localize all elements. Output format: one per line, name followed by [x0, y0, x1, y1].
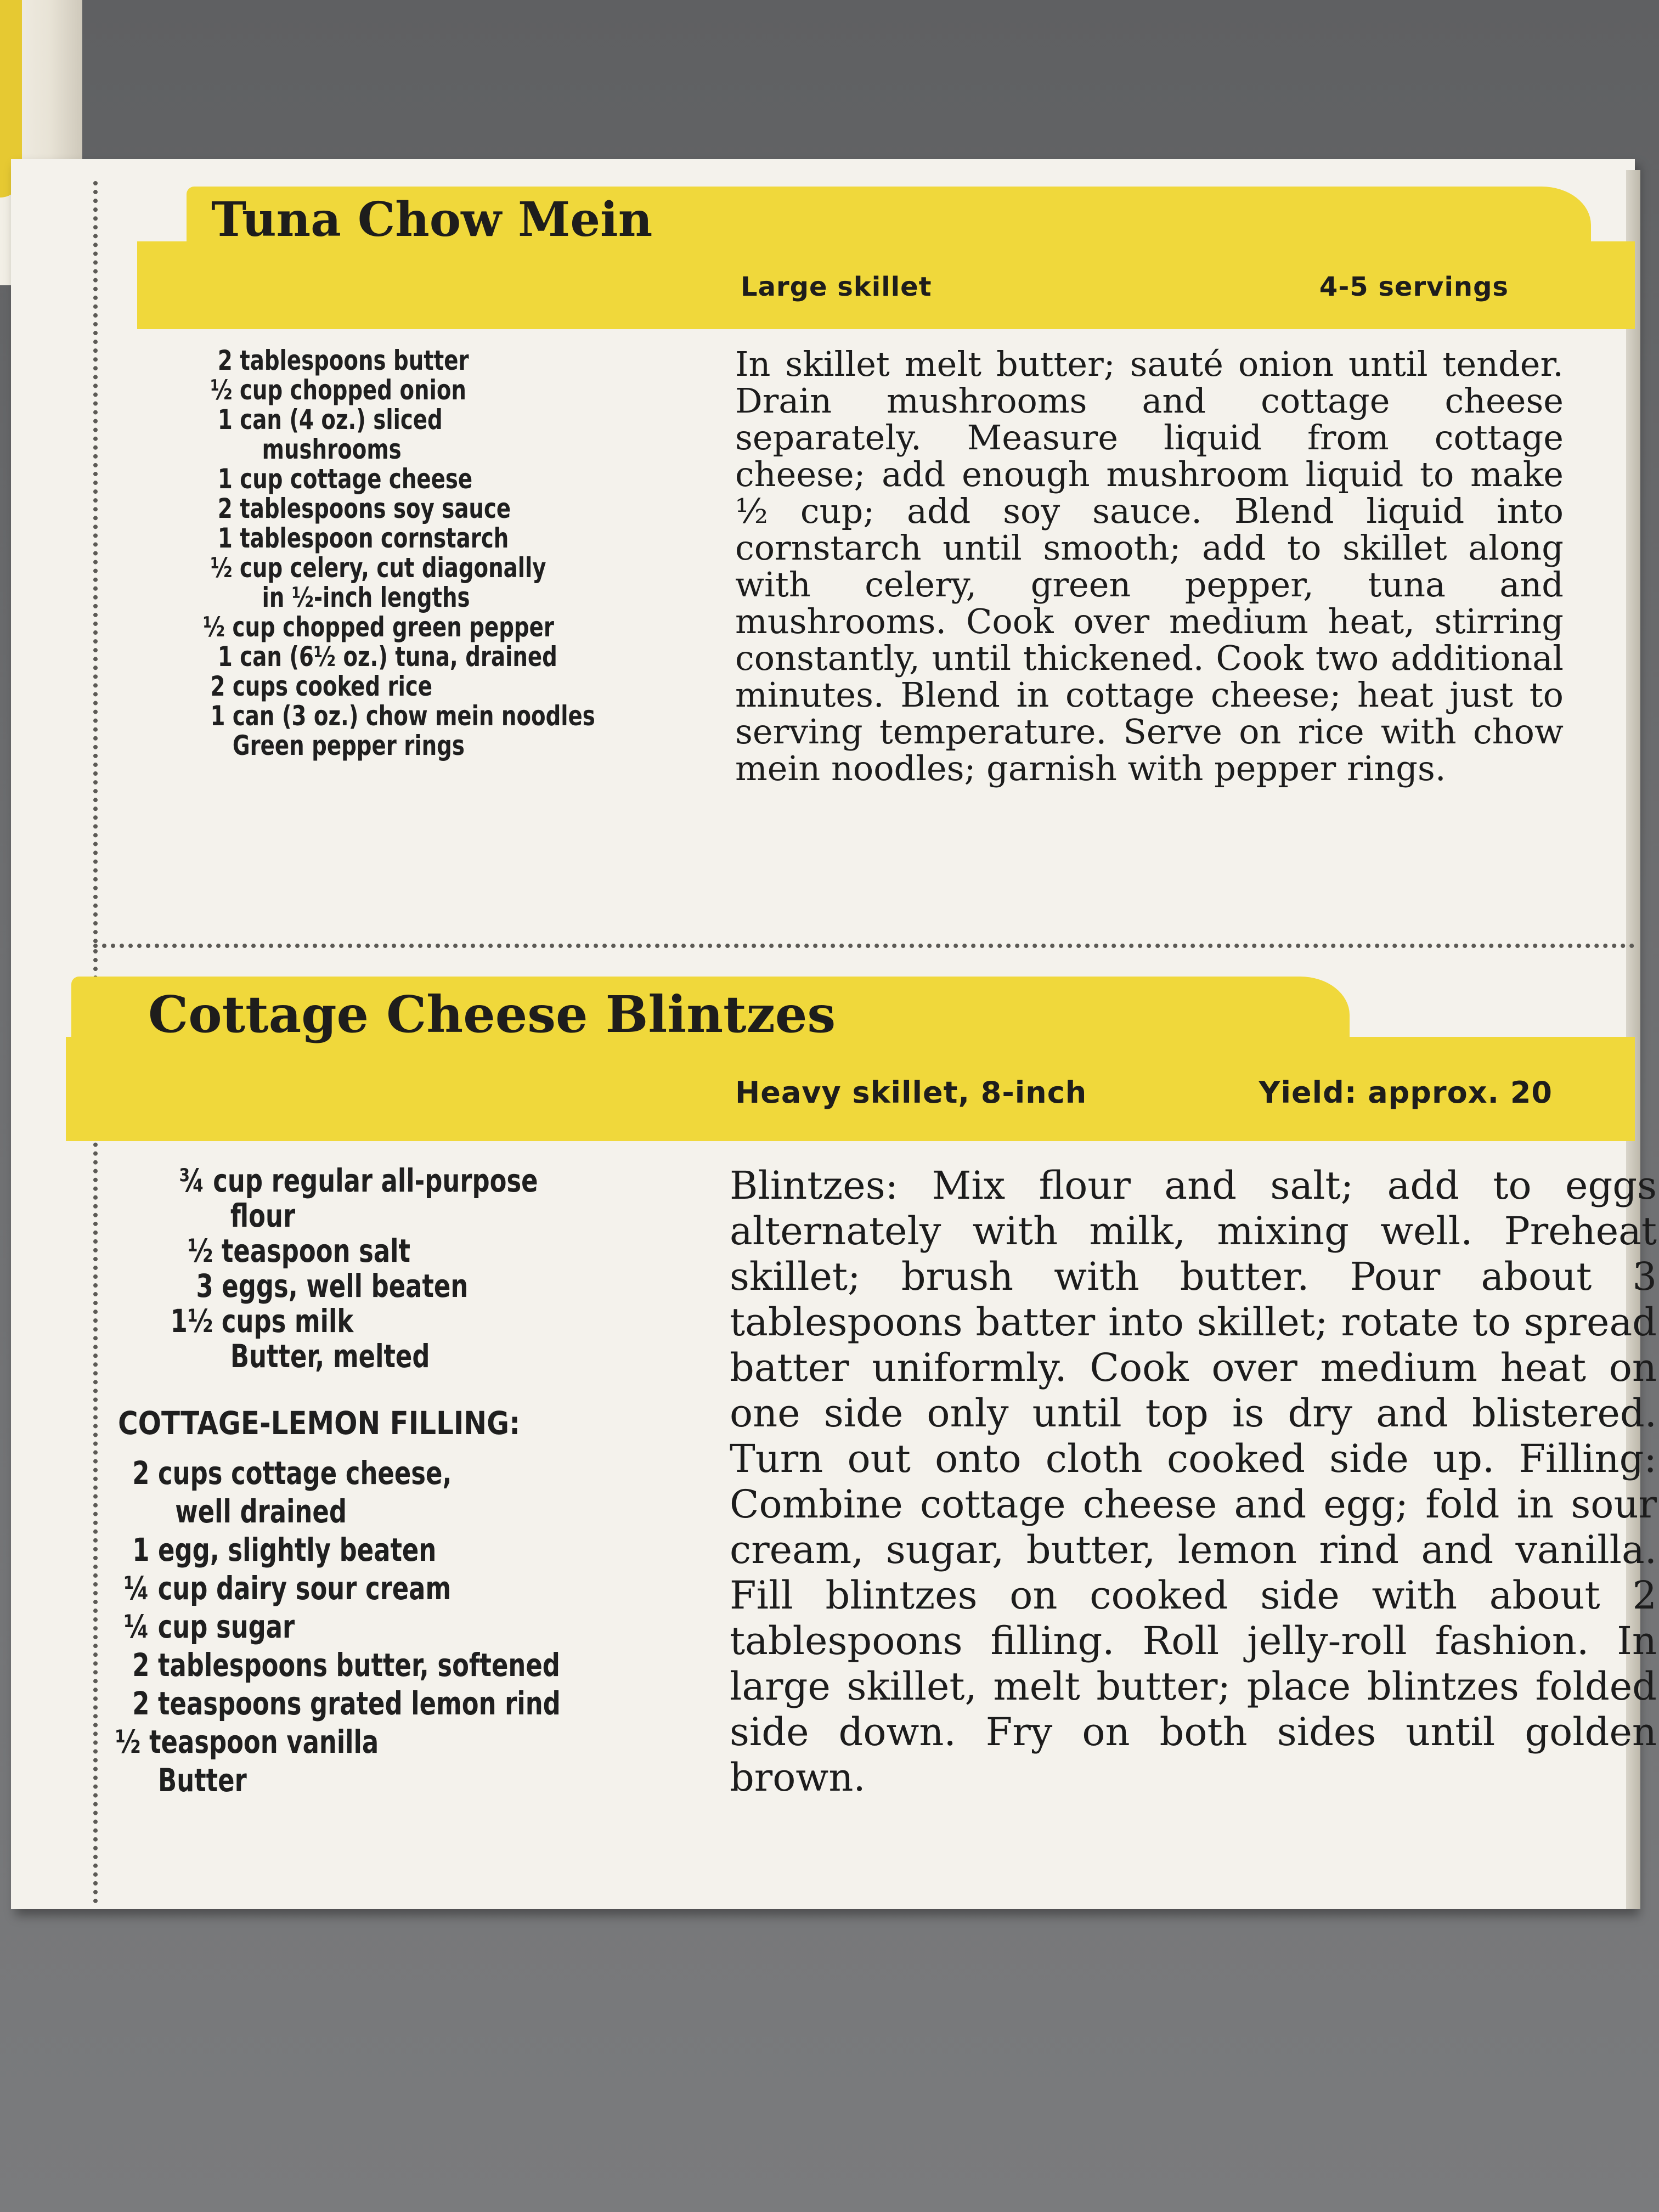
ingredient-line: 3 eggs, well beaten	[162, 1267, 469, 1305]
ingredient-line: 2 tablespoons butter, softened	[115, 1646, 560, 1684]
directions-text: In skillet melt butter; sauté onion until tender. Drain mushrooms and cottage cheese separately. Measure liquid from cottage cheese; add enough mushroom liquid to make ½ cup; add soy sauce. Blend liquid into cornstarch until smooth; add to skillet along with celery, green pepper, tuna and mushrooms. Cook over medium heat, stirring constantly, until thickened. Cook two additional minutes. Blend in cottage cheese; heat just to serving temperature. Serve on rice with chow mein noodles; garnish with pepper rings.	[735, 344, 1564, 788]
ingredient-line: 1 can (3 oz.) chow mein noodles	[203, 700, 595, 732]
ingredient-line: ½ cup celery, cut diagonally	[203, 552, 546, 584]
recipe-title: Tuna Chow Mein	[211, 192, 653, 247]
ingredient-line: 2 tablespoons soy sauce	[203, 493, 511, 524]
ingredient-line: 2 tablespoons butter	[203, 345, 469, 376]
ingredient-line: 1 tablespoon cornstarch	[203, 522, 509, 554]
ingredient-line: flour	[162, 1197, 296, 1234]
cut-line-vertical-top	[93, 181, 98, 944]
ingredient-line: well drained	[115, 1493, 347, 1530]
ingredient-line: mushrooms	[203, 433, 402, 465]
ingredient-line: 1½ cups milk	[162, 1302, 354, 1340]
cut-line-horizontal	[93, 944, 1635, 948]
ingredient-list	[162, 1163, 538, 1374]
ingredient-line: 1 egg, slightly beaten	[115, 1531, 437, 1568]
ingredient-line: ¾ cup regular all-purpose	[162, 1162, 538, 1199]
ingredient-line: 1 can (4 oz.) sliced	[203, 404, 443, 436]
yield-label: 4-5 servings	[1319, 272, 1509, 302]
ingredient-line: 2 teaspoons grated lemon rind	[115, 1685, 561, 1722]
ingredient-line: ½ cup chopped onion	[203, 374, 466, 406]
recipe-title: Cottage Cheese Blintzes	[148, 985, 836, 1044]
ingredient-line: ¼ cup sugar	[115, 1608, 295, 1645]
ingredient-line: ¼ cup dairy sour cream	[115, 1570, 452, 1607]
ingredient-line: 2 cups cooked rice	[203, 670, 433, 702]
ingredient-list	[203, 346, 595, 760]
ingredient-line: Butter, melted	[162, 1338, 430, 1375]
filling-heading: COTTAGE-LEMON FILLING:	[118, 1404, 521, 1442]
ingredient-line: Butter	[115, 1762, 247, 1799]
cookbook-page	[11, 159, 1657, 1909]
ingredient-line: ½ teaspoon salt	[162, 1232, 410, 1269]
equipment-label: Heavy skillet, 8-inch	[735, 1075, 1087, 1110]
ingredient-line: 1 can (6½ oz.) tuna, drained	[203, 641, 557, 673]
directions-text: Blintzes: Mix flour and salt; add to eggs alternately with milk, mixing well. Preheat skillet; brush with butter. Pour about 3 tablespoons batter into skillet; rotate to spread batter uniformly. Cook over medium heat on one side only until top is dry and blistered. Turn out onto cloth cooked side up. Filling: Combine cottage cheese and egg; fold in sour cream, sugar, butter, lemon rind and vanilla. Fill blintzes on cooked side with about 2 tablespoons filling. Roll jelly-roll fashion. In large skillet, melt butter; place blintzes folded side down. Fry on both sides until golden brown.	[730, 1163, 1657, 1800]
ingredient-line: 2 cups cottage cheese,	[115, 1454, 452, 1492]
equipment-label: Large skillet	[741, 272, 932, 302]
yield-label: Yield: approx. 20	[1259, 1075, 1553, 1110]
filling-ingredient-list	[115, 1454, 561, 1799]
ingredient-line: ½ teaspoon vanilla	[115, 1723, 379, 1760]
ingredient-line: Green pepper rings	[203, 730, 465, 761]
ingredient-line: in ½-inch lengths	[203, 582, 470, 613]
ingredient-line: ½ cup chopped green pepper	[203, 611, 554, 643]
ingredient-line: 1 cup cottage cheese	[203, 463, 473, 495]
